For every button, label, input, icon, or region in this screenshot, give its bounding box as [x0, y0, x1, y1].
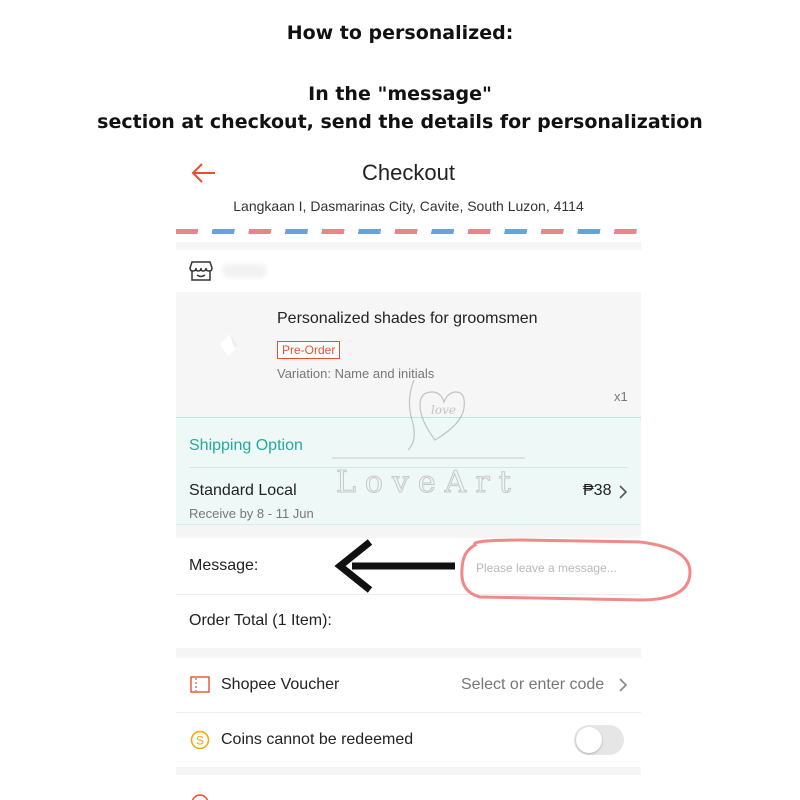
- voucher-icon: [190, 676, 210, 693]
- shipping-price: ₱38: [583, 482, 612, 499]
- coins-toggle[interactable]: [574, 725, 624, 755]
- address-text: Langkaan I, Dasmarinas City, Cavite, South Luzon, 4114: [233, 200, 584, 214]
- shop-header[interactable]: [176, 250, 641, 292]
- checkout-header: [176, 145, 641, 200]
- product-variation: Variation: Name and initials: [277, 366, 435, 381]
- shop-icon: [189, 260, 213, 282]
- coins-label: Coins cannot be redeemed: [221, 731, 414, 748]
- instructions-title: How to personalized:: [286, 22, 514, 44]
- chevron-right-icon: [618, 677, 628, 693]
- shipping-divider: [189, 467, 628, 468]
- voucher-action[interactable]: Select or enter code: [461, 676, 605, 693]
- pre-order-badge: Pre-Order: [277, 341, 340, 359]
- page-title: Checkout: [362, 160, 455, 185]
- chevron-right-icon: [618, 484, 628, 500]
- airmail-border: [176, 229, 641, 234]
- instructions-line-3: section at checkout, send the details for personalization: [97, 111, 703, 133]
- product-name: Personalized shades for groomsmen: [277, 310, 538, 327]
- checkout-screen: [176, 145, 641, 800]
- toggle-knob: [576, 727, 602, 753]
- product-quantity: x1: [614, 389, 628, 404]
- message-label: Message:: [189, 557, 259, 574]
- shipping-eta: Receive by 8 - 11 Jun: [189, 506, 314, 521]
- voucher-label: Shopee Voucher: [221, 676, 340, 693]
- shop-name-redacted: [222, 264, 267, 278]
- order-total-label: Order Total (1 Item):: [189, 612, 332, 629]
- watermark-text: LoveArt: [336, 465, 520, 500]
- shipping-method: Standard Local: [189, 482, 297, 499]
- message-input[interactable]: [476, 558, 636, 578]
- instructions-line-2: In the "message": [308, 83, 492, 105]
- shipping-option-title: Shipping Option: [189, 437, 303, 454]
- coin-icon: [190, 730, 210, 750]
- payment-option-row[interactable]: [176, 775, 641, 800]
- delivery-address[interactable]: [176, 200, 641, 242]
- payment-icon: [190, 793, 210, 800]
- svg-text:love: love: [431, 403, 456, 417]
- product-thumbnail: [190, 306, 260, 386]
- svg-text:S: S: [195, 733, 205, 748]
